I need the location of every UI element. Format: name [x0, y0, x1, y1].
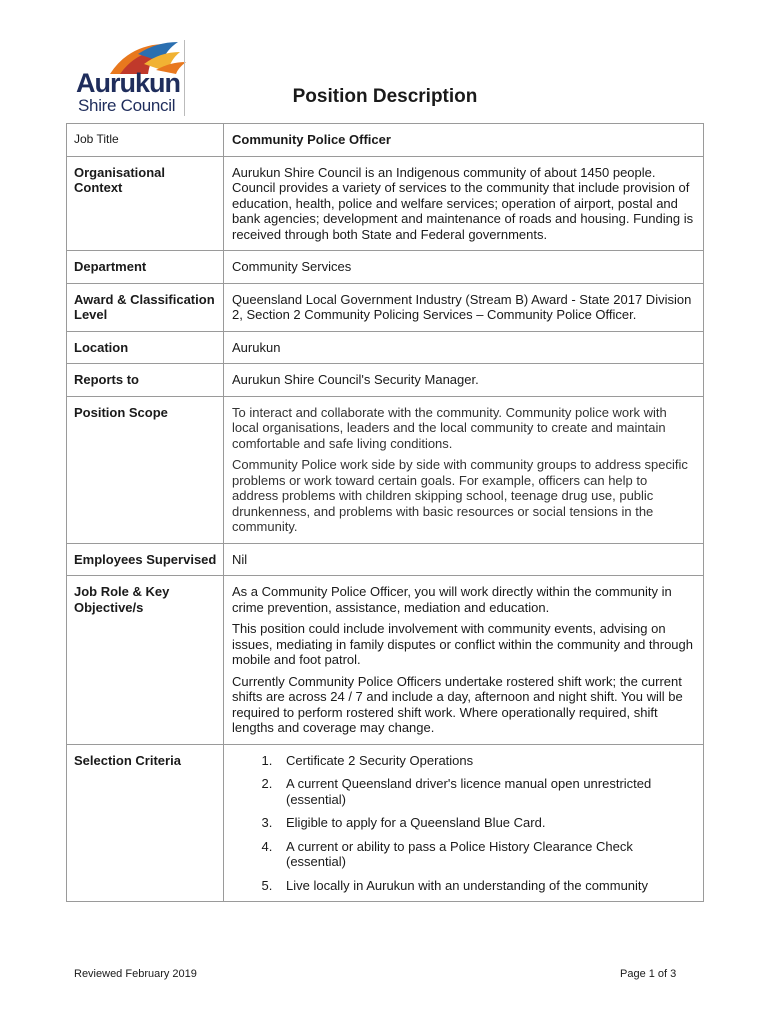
row-value: Community Services [224, 251, 704, 284]
row-label: Position Scope [67, 396, 224, 543]
row-value [224, 396, 704, 543]
table-row-employees-supervised [67, 543, 704, 576]
row-label: Job Title [67, 124, 224, 157]
table-row-department [67, 251, 704, 284]
row-label: Location [67, 331, 224, 364]
footer-page-number: Page 1 of 3 [620, 968, 677, 980]
table-row-award [67, 283, 704, 331]
list-item: 5. Live locally in Aurukun with an understanding of the community [276, 878, 695, 894]
row-value: Aurukun Shire Council's Security Manager. [224, 364, 704, 397]
table-row-org-context [67, 156, 704, 251]
role-paragraph: Currently Community Police Officers undertake rostered shift work; the current shifts are across 24 / 7 and include a day, afternoon and night shift. You will be required to perform rostered shift work. Where operationally required, shift lengths and coverage may change. [232, 673, 683, 735]
table-row-job-title [67, 124, 704, 157]
criteria-list [232, 753, 695, 894]
role-paragraph: As a Community Police Officer, you will work directly within the community in crime prevention, assistance, mediation and education. [232, 584, 672, 615]
scope-paragraph: Community Police work side by side with community groups to address specific problems or work toward certain goals. For example, officers can help to address problems with children skipping school, teenage drug use, public drunkenness, and problems with basic resources or social tensions in the community. [232, 457, 688, 534]
row-value: Aurukun [224, 331, 704, 364]
table-row-reports-to [67, 364, 704, 397]
row-value: Nil [224, 543, 704, 576]
page-title: Position Description [292, 86, 478, 107]
list-item: 1. Certificate 2 Security Operations [276, 753, 695, 769]
row-label: Selection Criteria [67, 744, 224, 902]
row-value [224, 576, 704, 745]
list-item: 4. A current or ability to pass a Police History Clearance Check (essential) [276, 839, 695, 870]
row-label: Reports to [67, 364, 224, 397]
role-paragraph: This position could include involvement with community events, advising on issues, mediating in family disputes or conflict within the community and through mobile and foot patrol. [232, 621, 693, 667]
row-value [224, 744, 704, 902]
row-value: Aurukun Shire Council is an Indigenous community of about 1450 people. Council provides a variety of services to the community that include provision of education, health, police and welfare services; operation of airport, postal and bank agencies; development and maintenance of roads and housing. Funding is received through both State and Federal governments. [224, 156, 704, 251]
logo-text-aurukun: Aurukun [76, 68, 180, 98]
logo-text-shire-council: Shire Council [78, 96, 176, 115]
row-value: Community Police Officer [224, 124, 704, 157]
list-item: 3. Eligible to apply for a Queensland Blue Card. [276, 815, 695, 831]
list-item: 2. A current Queensland driver's licence manual open unrestricted (essential) [276, 776, 695, 807]
footer-reviewed-date: Reviewed February 2019 [74, 968, 197, 980]
scope-paragraph: To interact and collaborate with the community. Community police work with local organisations, leaders and the local community to create and maintain comfortable and safe living conditions. [232, 404, 667, 451]
table-row-location [67, 331, 704, 364]
table-row-job-role [67, 576, 704, 745]
table-row-selection-criteria [67, 744, 704, 902]
row-label: Department [67, 251, 224, 284]
table-row-position-scope [67, 396, 704, 543]
row-label: Award & Classification Level [67, 283, 224, 331]
row-label: Organisational Context [67, 156, 224, 251]
row-label: Job Role & Key Objective/s [67, 576, 224, 745]
row-value: Queensland Local Government Industry (Stream B) Award - State 2017 Division 2, Section 2 Community Policing Services – Community Police Officer. [224, 283, 704, 331]
row-label: Employees Supervised [67, 543, 224, 576]
position-table [66, 123, 704, 902]
